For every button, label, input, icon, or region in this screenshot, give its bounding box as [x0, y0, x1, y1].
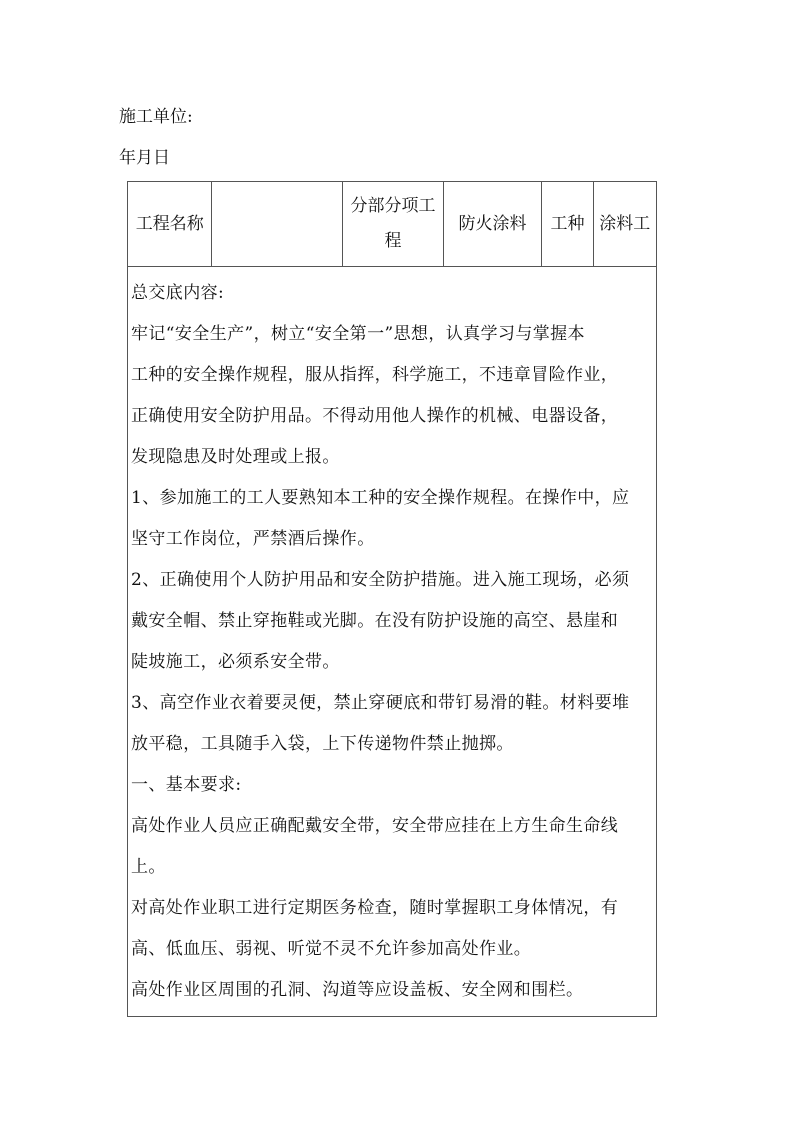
subproject-label: 分部分项工程 — [343, 182, 444, 267]
content-line: 陡坡施工，必须系安全带。 — [131, 652, 340, 672]
content-line: 上。 — [131, 857, 166, 877]
content-line: 坚守工作岗位，严禁酒后操作。 — [131, 529, 375, 549]
content-line: 1、参加施工的工人要熟知本工种的安全操作规程。在操作中，应 — [131, 488, 630, 508]
content-line: 戴安全帽、禁止穿拖鞋或光脚。在没有防护设施的高空、悬崖和 — [131, 611, 619, 631]
content-line: 2、正确使用个人防护用品和安全防护措施。进入施工现场，必须 — [131, 570, 630, 590]
content-line: 工种的安全操作规程，服从指挥，科学施工，不违章冒险作业， — [131, 365, 619, 385]
trade-label: 工种 — [542, 182, 593, 267]
table-header-row — [128, 182, 657, 267]
project-name-label: 工程名称 — [128, 182, 212, 267]
content-line: 正确使用安全防护用品。不得动用他人操作的机械、电器设备， — [131, 406, 619, 426]
trade-value: 涂料工 — [593, 182, 656, 267]
safety-briefing-table — [127, 181, 657, 1017]
briefing-content-cell — [128, 267, 657, 1017]
content-line: 对高处作业职工进行定期医务检查，随时掌握职工身体情况，有 — [131, 898, 619, 918]
content-line: 高处作业人员应正确配戴安全带，安全带应挂在上方生命生命线 — [131, 816, 619, 836]
date-label: 年月日 — [119, 148, 170, 168]
content-line: 一、基本要求: — [131, 775, 242, 795]
content-line: 发现隐患及时处理或上报。 — [131, 447, 340, 467]
content-line: 放平稳，工具随手入袋，上下传递物件禁止抛掷。 — [131, 734, 514, 754]
content-line: 高、低血压、弱视、听觉不灵不允许参加高处作业。 — [131, 939, 532, 959]
content-line: 3、高空作业衣着要灵便，禁止穿硬底和带钉易滑的鞋。材料要堆 — [131, 693, 630, 713]
briefing-content — [128, 267, 655, 1011]
subproject-value: 防火涂料 — [443, 182, 542, 267]
content-line: 牢记“安全生产”，树立“安全第一”思想，认真学习与掌握本 — [131, 324, 585, 344]
construction-unit-label: 施工单位: — [119, 107, 193, 127]
content-line: 总交底内容: — [131, 283, 225, 303]
content-line: 高处作业区周围的孔洞、沟道等应设盖板、安全网和围栏。 — [131, 980, 584, 1000]
content-row — [128, 267, 657, 1017]
project-name-value — [212, 182, 343, 267]
